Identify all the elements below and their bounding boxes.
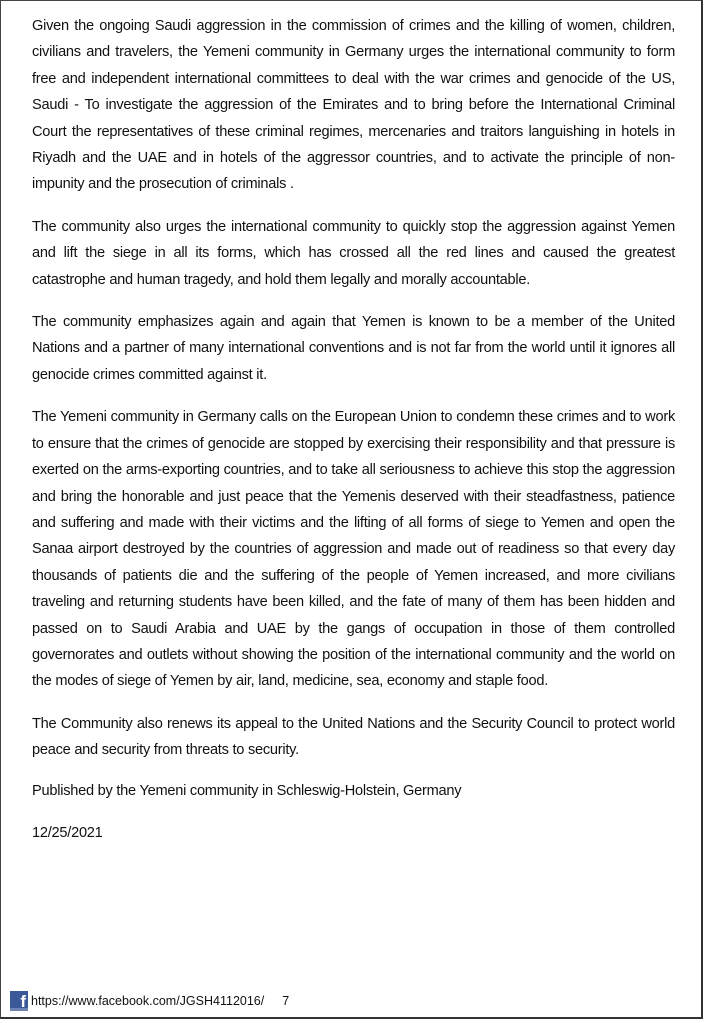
publication-date: 12/25/2021	[32, 824, 103, 841]
page-footer	[10, 991, 289, 1011]
paragraph-3: The community emphasizes again and again that Yemen is known to be a member of the United Nations and a partner of many international conventions and is not far from the world until it ignores all genocide crimes committed against it.	[32, 314, 675, 383]
paragraph-1: Given the ongoing Saudi aggression in the commission of crimes and the killing of women, children, civilians and travelers, the Yemeni community in Germany urges the international community to form free and independent international committees to deal with the war crimes and genocide of the US, Saudi - To investigate the aggression of the Emirates and to bring before the International Criminal Court the representatives of these criminal regimes, mercenaries and traitors languishing in hotels in Riyadh and the UAE and in hotels of the aggressor countries, and to activate the principle of non-impunity and the prosecution of criminals .	[32, 18, 675, 193]
page-number: 7	[282, 994, 290, 1008]
facebook-link[interactable]: https://www.facebook.com/JGSH4112016/	[31, 994, 265, 1008]
paragraph-2: The community also urges the international community to quickly stop the aggression against Yemen and lift the siege in all its forms, which has crossed all the red lines and caused the greatest catastrophe and human tragedy, and hold them legally and morally accountable.	[32, 218, 675, 288]
signature: Published by the Yemeni community in Schleswig-Holstein, Germany	[32, 782, 462, 799]
paragraph-4: The Yemeni community in Germany calls on the European Union to condemn these crimes and to work to ensure that the crimes of genocide are stopped by exercising their responsibility and that pressure is exerted on the arms-exporting countries, and to take all seriousness to achieve this stop the aggression and bring the honorable and just peace that the Yemenis deserved with their steadfastness, patience and suffering and made with their victims and the lifting of all forms of siege to Yemen and open the Sanaa airport destroyed by the countries of aggression and made out of readiness so that every day thousands of patients die and the suffering of the people of Yemen increased, and more civilians traveling and returning students have been killed, and the fate of many of them has been hidden and passed on to Saudi Arabia and UAE by the gangs of occupation in those of them controlled governorates and outlets without showing the position of the international community and the world on the modes of siege of Yemen by air, land, medicine, sea, economy and staple food.	[32, 409, 675, 690]
paragraph-5: The Community also renews its appeal to the United Nations and the Security Council to protect world peace and security from threats to security.	[32, 715, 675, 759]
document-body	[32, 13, 675, 862]
facebook-icon: f	[10, 991, 28, 1011]
